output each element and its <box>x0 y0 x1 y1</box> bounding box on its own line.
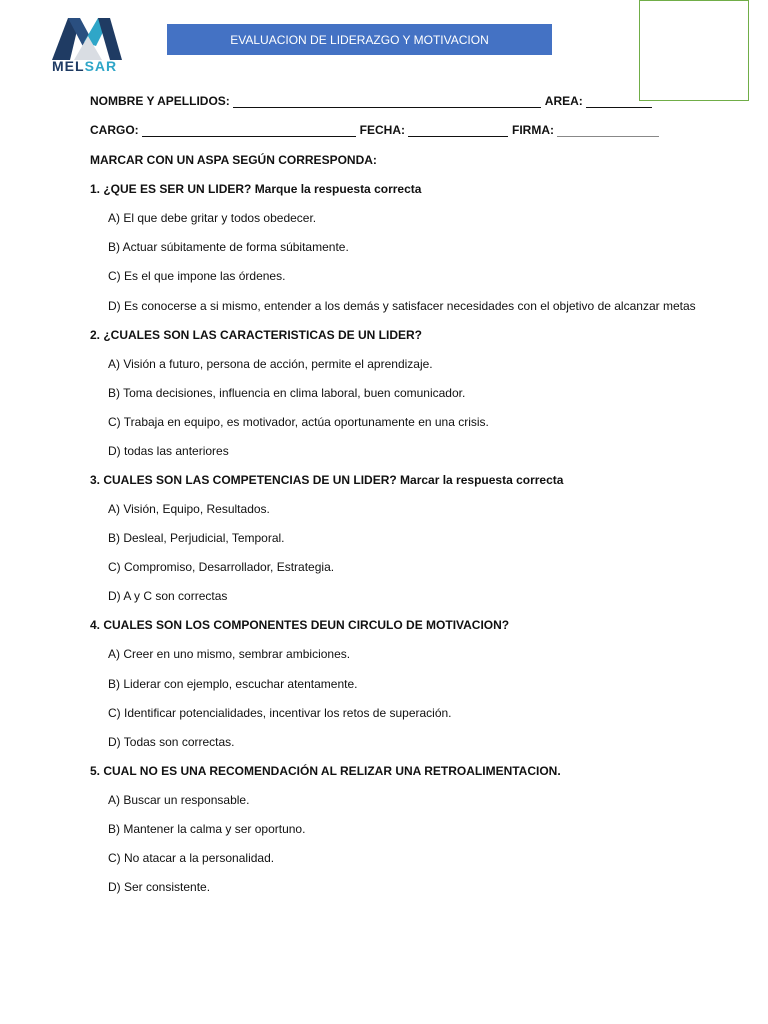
firma-label: FIRMA: <box>512 123 554 137</box>
photo-box <box>639 0 749 101</box>
option-c[interactable]: C) No atacar a la personalidad. <box>108 851 275 865</box>
option-b[interactable]: B) Mantener la calma y ser oportuno. <box>108 822 306 836</box>
firma-field[interactable] <box>557 124 659 137</box>
name-area-row <box>90 94 656 108</box>
document-title: EVALUACION DE LIDERAZGO Y MOTIVACION <box>167 24 552 55</box>
option-d[interactable]: D) Es conocerse a si mismo, entender a los demás y satisfacer necesidades con el objetivo de alcanzar metas <box>108 299 696 313</box>
option-c[interactable]: C) Identificar potencialidades, incentivar los retos de superación. <box>108 706 452 720</box>
name-label: NOMBRE Y APELLIDOS: <box>90 94 230 108</box>
area-field[interactable] <box>586 95 652 108</box>
instruction-text: MARCAR CON UN ASPA SEGÚN CORRESPONDA: <box>90 153 377 167</box>
name-field[interactable] <box>233 95 541 108</box>
option-b[interactable]: B) Toma decisiones, influencia en clima laboral, buen comunicador. <box>108 386 466 400</box>
logo-wordmark: MELSAR <box>52 58 118 74</box>
option-d[interactable]: D) A y C son correctas <box>108 589 228 603</box>
area-label: AREA: <box>544 94 583 108</box>
option-d[interactable]: D) Ser consistente. <box>108 880 211 894</box>
cargo-label: CARGO: <box>90 123 139 137</box>
question-text: 3. CUALES SON LAS COMPETENCIAS DE UN LIDER? Marcar la respuesta correcta <box>90 473 564 487</box>
option-b[interactable]: B) Desleal, Perjudicial, Temporal. <box>108 531 285 545</box>
option-a[interactable]: A) Buscar un responsable. <box>108 793 250 807</box>
option-a[interactable]: A) Visión, Equipo, Resultados. <box>108 502 270 516</box>
option-b[interactable]: B) Actuar súbitamente de forma súbitamente. <box>108 240 349 254</box>
question-text: 5. CUAL NO ES UNA RECOMENDACIÓN AL RELIZAR UNA RETROALIMENTACION. <box>90 764 561 778</box>
option-d[interactable]: D) Todas son correctas. <box>108 735 235 749</box>
question-text: 1. ¿QUE ES SER UN LIDER? Marque la respuesta correcta <box>90 182 422 196</box>
option-c[interactable]: C) Compromiso, Desarrollador, Estrategia. <box>108 560 335 574</box>
option-a[interactable]: A) Creer en uno mismo, sembrar ambiciones. <box>108 647 351 661</box>
question-text: 4. CUALES SON LOS COMPONENTES DEUN CIRCULO DE MOTIVACION? <box>90 618 510 632</box>
fecha-field[interactable] <box>408 124 508 137</box>
option-c[interactable]: C) Es el que impone las órdenes. <box>108 269 286 283</box>
question-text: 2. ¿CUALES SON LAS CARACTERISTICAS DE UN LIDER? <box>90 328 423 342</box>
option-b[interactable]: B) Liderar con ejemplo, escuchar atentamente. <box>108 677 358 691</box>
option-a[interactable]: A) El que debe gritar y todos obedecer. <box>108 211 317 225</box>
option-c[interactable]: C) Trabaja en equipo, es motivador, actúa oportunamente en una crisis. <box>108 415 489 429</box>
cargo-field[interactable] <box>142 124 356 137</box>
option-d[interactable]: D) todas las anteriores <box>108 444 229 458</box>
logo-mark-icon <box>48 14 126 64</box>
fecha-label: FECHA: <box>359 123 405 137</box>
option-a[interactable]: A) Visión a futuro, persona de acción, permite el aprendizaje. <box>108 357 433 371</box>
cargo-fecha-firma-row <box>90 123 663 137</box>
